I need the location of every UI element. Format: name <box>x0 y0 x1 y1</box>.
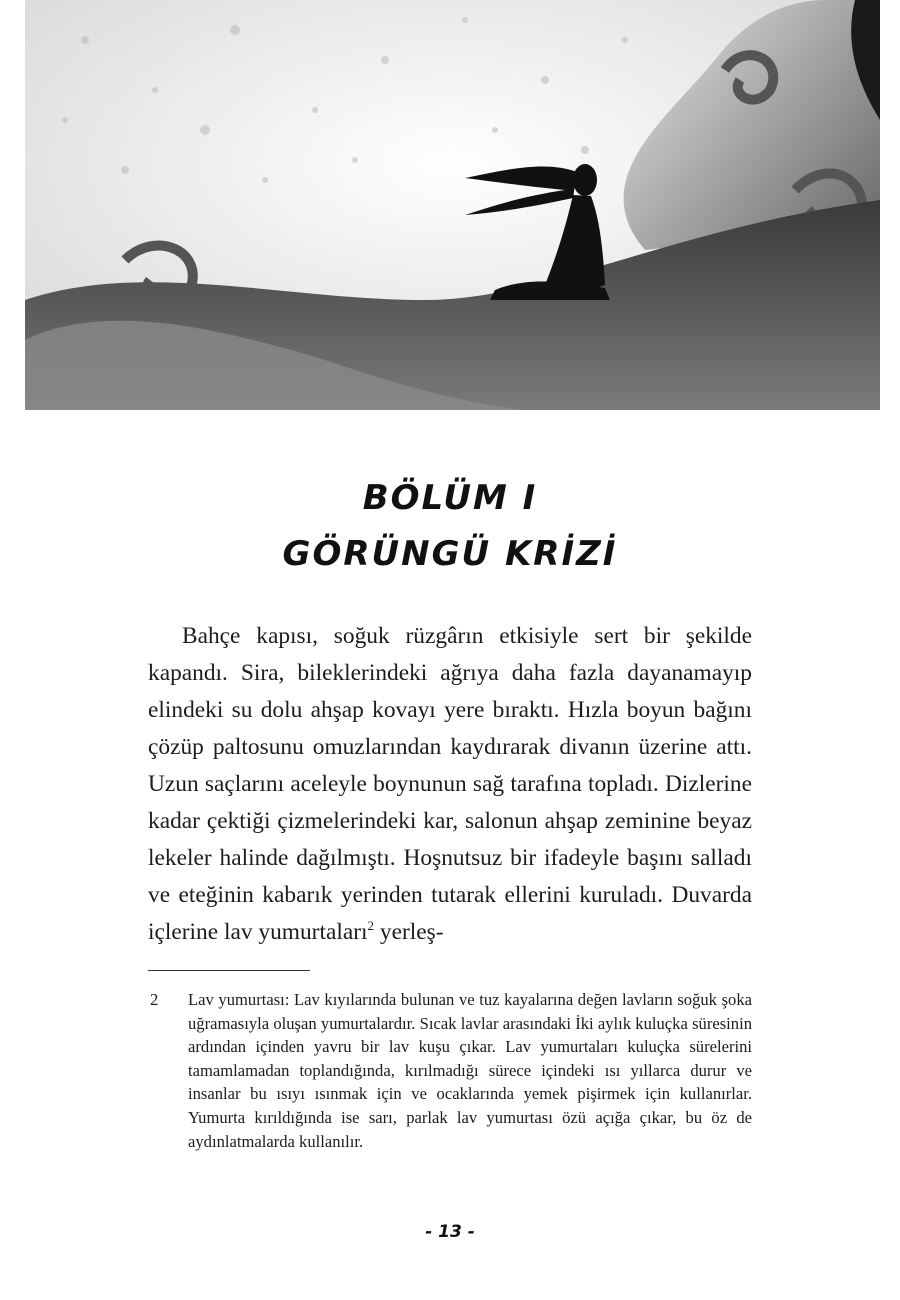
body-paragraph <box>148 618 752 951</box>
footnote-reference[interactable]: 2 <box>367 918 375 934</box>
body-text-main: Bahçe kapısı, soğuk rüzgârın etkisiyle sert bir şekilde kapandı. Sira, bileklerindeki ağrıya daha fazla dayanamayıp elindeki su dolu ahşap kovayı yere bıraktı. Hızla boyun bağını çözüp paltosunu omuzlarından kaydırarak divanın üzerine attı. Uzun saçlarını aceleyle boynunun sağ tarafına topladı. Dizlerine kadar çektiği çizmelerindeki kar, salonun ahşap zeminine beyaz lekeler halinde dağılmıştı. Hoşnutsuz bir ifadeyle başını salladı ve eteğinin kabarık yerinden tutarak ellerini kuruladı. Duvarda içlerine lav yumurtaları <box>148 623 752 945</box>
page-number: - 13 - <box>425 1222 475 1242</box>
body-text-tail: yerleş- <box>374 919 444 945</box>
chapter-title: GÖRÜNGÜ KRİZİ <box>282 534 618 574</box>
footnote-number: 2 <box>150 990 159 1009</box>
footnote-text: Lav yumurtası: Lav kıyılarında bulunan ve tuz kayalarına değen lavların soğuk şoka uğramasıyla oluşan yumurtalardır. Sıcak lavlar arasındaki İki aylık kuluçka süresinin ardından içinden yavru bir lav kuşu çıkar. Lav yumurtaları kuluçka sürelerini tamamlamadan toplandığında, kırılmadığı sürece içindeki ısı yıllarca durur ve insanlar bu ısıyı ısınmak için ve ocaklarında yemek pişirmek için kullanırlar. Yumurta kırıldığında ise sarı, parlak lav yumurtası özü açığa çıkar, bu öz de aydınlatmalarda kullanılır. <box>188 990 752 1151</box>
footnote-separator <box>148 970 310 971</box>
chapter-heading <box>0 470 900 582</box>
chapter-number: BÖLÜM I <box>362 478 538 518</box>
chapter-illustration <box>25 0 880 410</box>
